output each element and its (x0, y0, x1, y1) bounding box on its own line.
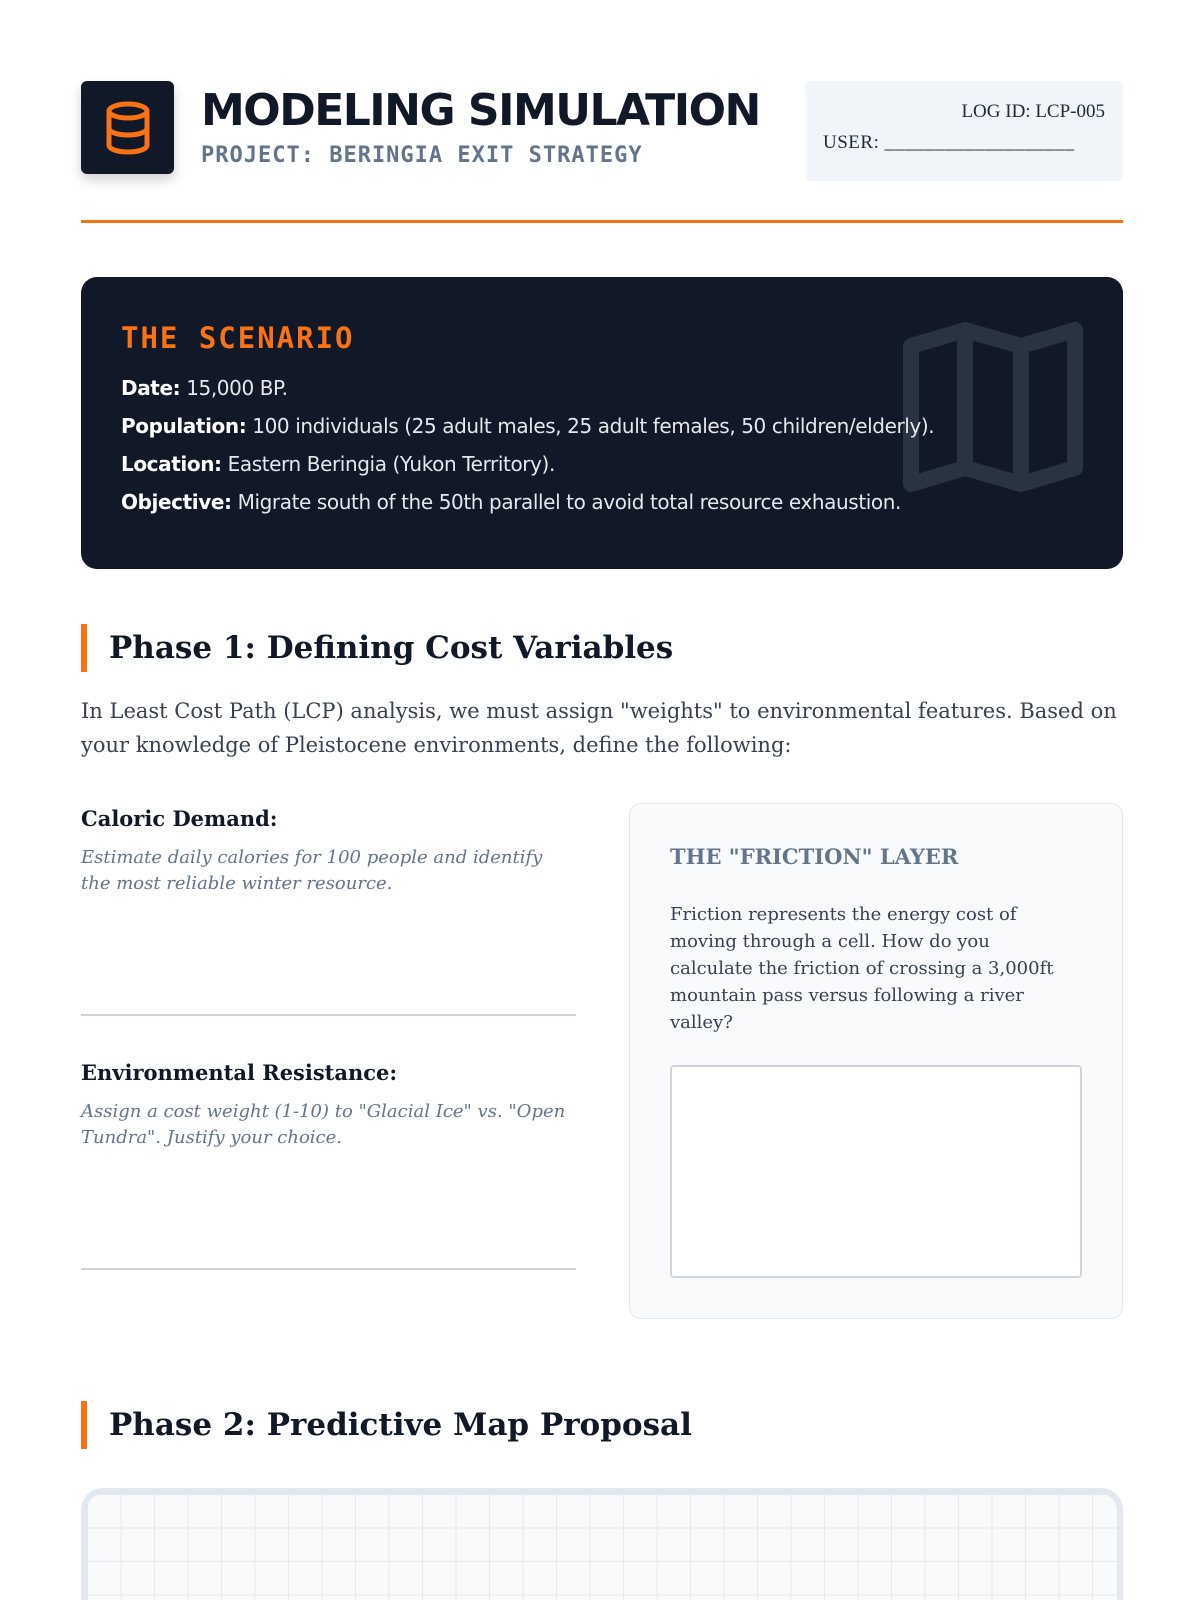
friction-layer-box (629, 803, 1123, 1319)
project-subtitle: PROJECT: BERINGIA EXIT STRATEGY (201, 143, 643, 168)
phase2-heading: Phase 2: Predictive Map Proposal (81, 1401, 1123, 1449)
friction-question: Friction represents the energy cost of moving through a cell. How do you calculate the friction of crossing a 3,000ft mountain pass versus following a river valley? (670, 904, 1054, 1033)
environmental-resistance-answer-line[interactable] (81, 1268, 576, 1270)
user-field[interactable]: USER: ___________________ (823, 132, 1075, 153)
scenario-population: Population: 100 individuals (25 adult males, 25 adult females, 50 children/elderly). (121, 414, 935, 438)
scenario-objective: Objective: Migrate south of the 50th parallel to avoid total resource exhaustion. (121, 490, 901, 514)
database-icon (103, 101, 153, 155)
map-grid-area[interactable] (81, 1488, 1123, 1600)
log-info-box (805, 81, 1123, 181)
scenario-location: Location: Eastern Beringia (Yukon Territory). (121, 452, 555, 476)
caloric-demand-answer-line[interactable] (81, 1014, 576, 1016)
friction-title: THE "FRICTION" LAYER (670, 844, 959, 869)
scenario-panel (81, 277, 1123, 569)
caloric-demand-label: Caloric Demand: (81, 806, 278, 831)
header-divider (81, 220, 1123, 223)
phase1-intro: In Least Cost Path (LCP) analysis, we must assign "weights" to environmental features. Based on your knowledge of Pleistocene environments, define the following: (81, 699, 1117, 757)
log-id: LOG ID: LCP-005 (961, 101, 1105, 122)
phase1-heading: Phase 1: Defining Cost Variables (81, 624, 1123, 672)
friction-answer-box[interactable] (670, 1065, 1082, 1278)
environmental-resistance-label: Environmental Resistance: (81, 1060, 398, 1085)
page-title: MODELING SIMULATION (201, 85, 760, 136)
scenario-title: THE SCENARIO (121, 321, 355, 355)
scenario-date: Date: 15,000 BP. (121, 376, 288, 400)
header (81, 81, 1123, 181)
environmental-resistance-hint: Assign a cost weight (1-10) to "Glacial Ice" vs. "Open Tundra". Justify your choice. (81, 1101, 566, 1148)
caloric-demand-hint: Estimate daily calories for 100 people and identify the most reliable winter resource. (81, 847, 543, 894)
logo (81, 81, 174, 174)
